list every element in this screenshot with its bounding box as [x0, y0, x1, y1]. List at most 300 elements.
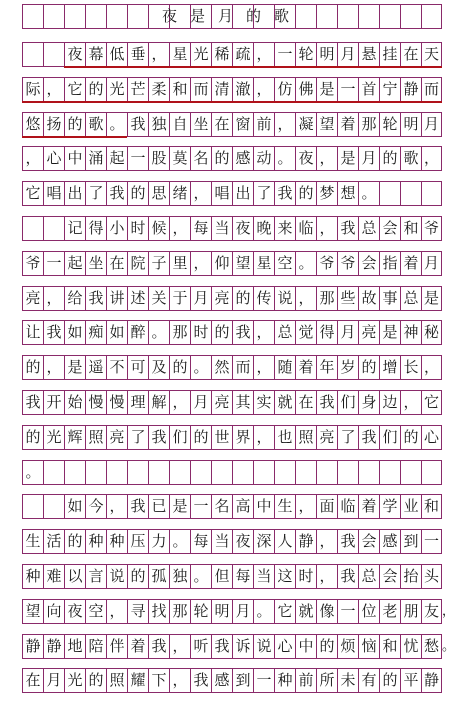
- grid-cell: 说: [106, 565, 127, 588]
- grid-cell: 秘: [421, 321, 442, 344]
- grid-cell: 遥: [85, 356, 106, 379]
- grid-cell: ，: [295, 495, 316, 518]
- grid-cell: 而: [190, 78, 211, 101]
- grid-cell: 诉: [232, 635, 253, 658]
- grid-cell: 月: [421, 252, 442, 275]
- grid-cell: 关: [148, 287, 169, 310]
- grid-cell: [358, 461, 379, 484]
- grid-cell: 梦: [316, 182, 337, 205]
- grid-cell: [400, 182, 421, 205]
- grid-cell: 和: [169, 78, 190, 101]
- grid-cell: 这: [274, 565, 295, 588]
- grid-cell: 痴: [85, 321, 106, 344]
- grid-cell: ，: [43, 356, 64, 379]
- grid-cell: [127, 5, 148, 28]
- highlight-underline: [22, 101, 442, 103]
- grid-cell: 高: [232, 495, 253, 518]
- grid-cell: 轮: [190, 600, 211, 623]
- grid-cell: 月: [190, 287, 211, 310]
- grid-cell: 着: [337, 113, 358, 136]
- grid-cell: 我: [337, 217, 358, 240]
- grid-cell: 那: [169, 321, 190, 344]
- essay-line: [22, 599, 456, 624]
- grid-cell: 一: [274, 43, 295, 66]
- grid-cell: 在: [211, 113, 232, 136]
- grid-cell: 如: [106, 321, 127, 344]
- grid-cell: [43, 495, 64, 518]
- grid-cell: 空: [85, 600, 106, 623]
- grid-cell: 我: [316, 391, 337, 414]
- grid-cell: 伴: [106, 635, 127, 658]
- grid-cell: 未: [337, 669, 358, 692]
- grid-cell: 星: [253, 252, 274, 275]
- grid-cell: 一: [337, 600, 358, 623]
- grid-cell: 着: [400, 252, 421, 275]
- grid-cell: 在: [295, 391, 316, 414]
- grid-cell: 照: [106, 669, 127, 692]
- grid-cell: 晚: [253, 217, 274, 240]
- grid-cell: 那: [358, 113, 379, 136]
- grid-cell: 的: [64, 113, 85, 136]
- grid-cell: 前: [295, 669, 316, 692]
- grid-cell: 的: [22, 356, 43, 379]
- grid-cell: 的: [232, 287, 253, 310]
- grid-cell: 总: [358, 217, 379, 240]
- title-row: [22, 4, 442, 29]
- grid-cell: [43, 5, 64, 28]
- grid-cell: 的: [64, 530, 85, 553]
- grid-cell: ，: [169, 391, 190, 414]
- grid-cell: 种: [22, 565, 43, 588]
- grid-cell: [337, 461, 358, 484]
- grid-cell: 光: [43, 426, 64, 449]
- grid-cell: 愁: [421, 635, 442, 658]
- grid-cell: 觉: [295, 321, 316, 344]
- grid-cell: 了: [85, 182, 106, 205]
- grid-cell: 得: [316, 321, 337, 344]
- grid-cell: 的: [379, 669, 400, 692]
- grid-cell: 辉: [64, 426, 85, 449]
- grid-cell: [211, 461, 232, 484]
- grid-cell: ，: [22, 147, 43, 170]
- grid-cell: 我: [127, 495, 148, 518]
- grid-cell: 静: [22, 635, 43, 658]
- essay-title: 夜是月的歌: [161, 7, 302, 25]
- grid-cell: 仰: [211, 252, 232, 275]
- grid-cell: [421, 5, 442, 28]
- grid-cell: 了: [127, 426, 148, 449]
- grid-cell: 位: [358, 600, 379, 623]
- grid-cell: ，: [43, 78, 64, 101]
- grid-cell: 亮: [316, 426, 337, 449]
- grid-cell: [22, 5, 43, 28]
- grid-cell: 讲: [106, 287, 127, 310]
- grid-cell: 是: [169, 495, 190, 518]
- grid-cell: [22, 495, 43, 518]
- grid-cell: 稀: [211, 43, 232, 66]
- grid-cell: 指: [379, 252, 400, 275]
- grid-cell: 光: [190, 43, 211, 66]
- grid-cell: 佛: [295, 78, 316, 101]
- grid-cell: 的: [358, 356, 379, 379]
- grid-cell: 总: [358, 565, 379, 588]
- grid-cell: 给: [64, 287, 85, 310]
- grid-cell: ，: [253, 43, 274, 66]
- grid-cell: 悠: [22, 113, 43, 136]
- grid-cell: 一: [190, 495, 211, 518]
- essay-line: [22, 529, 442, 554]
- grid-cell: 一: [253, 669, 274, 692]
- grid-cell: 其: [232, 391, 253, 414]
- grid-cell: 着: [127, 635, 148, 658]
- essay-line: [22, 494, 442, 519]
- grid-cell: 人: [274, 530, 295, 553]
- grid-cell: 澈: [232, 78, 253, 101]
- essay-line: [22, 425, 442, 450]
- grid-cell: 想: [337, 182, 358, 205]
- grid-cell: 垂: [127, 43, 148, 66]
- grid-cell: 感: [379, 530, 400, 553]
- grid-cell: 的: [190, 426, 211, 449]
- grid-cell: ，: [190, 182, 211, 205]
- grid-cell: 慢: [106, 391, 127, 414]
- grid-cell: 耀: [127, 669, 148, 692]
- grid-cell: 轮: [295, 43, 316, 66]
- grid-cell: 。: [22, 461, 43, 484]
- grid-cell: 一: [43, 252, 64, 275]
- grid-cell: 然: [211, 356, 232, 379]
- grid-cell: 在: [106, 252, 127, 275]
- grid-cell: 于: [169, 287, 190, 310]
- grid-cell: 明: [211, 600, 232, 623]
- grid-cell: 。: [295, 252, 316, 275]
- essay-line: [22, 112, 442, 137]
- grid-cell: 临: [337, 495, 358, 518]
- grid-cell: 股: [148, 147, 169, 170]
- grid-cell: [253, 461, 274, 484]
- grid-cell: [190, 461, 211, 484]
- grid-cell: 的: [400, 426, 421, 449]
- grid-cell: ，: [316, 147, 337, 170]
- grid-cell: 传: [253, 287, 274, 310]
- grid-cell: 寻: [127, 600, 148, 623]
- grid-cell: 的: [379, 147, 400, 170]
- grid-cell: ，: [400, 391, 421, 414]
- grid-cell: 我: [232, 321, 253, 344]
- grid-cell: [22, 43, 43, 66]
- grid-cell: 挂: [379, 43, 400, 66]
- grid-cell: [106, 5, 127, 28]
- grid-cell: 不: [106, 356, 127, 379]
- grid-cell: 我: [148, 426, 169, 449]
- grid-cell: 出: [232, 182, 253, 205]
- grid-cell: 疏: [232, 43, 253, 66]
- grid-cell: ，: [253, 321, 274, 344]
- grid-cell: 故: [358, 287, 379, 310]
- grid-cell: 我: [274, 182, 295, 205]
- grid-cell: 会: [379, 217, 400, 240]
- grid-cell: 下: [148, 669, 169, 692]
- essay-line: [22, 181, 442, 206]
- grid-cell: 明: [400, 113, 421, 136]
- grid-cell: 会: [358, 252, 379, 275]
- grid-cell: 前: [253, 113, 274, 136]
- grid-cell: 的: [295, 182, 316, 205]
- grid-cell: 唱: [43, 182, 64, 205]
- grid-cell: 业: [400, 495, 421, 518]
- grid-cell: 名: [190, 147, 211, 170]
- grid-cell: 坐: [190, 113, 211, 136]
- grid-cell: 思: [148, 182, 169, 205]
- grid-cell: ，: [274, 113, 295, 136]
- grid-cell: 芒: [127, 78, 148, 101]
- grid-cell: 种: [85, 530, 106, 553]
- grid-cell: ，: [169, 217, 190, 240]
- grid-cell: 小: [106, 217, 127, 240]
- essay-line: [22, 42, 442, 67]
- grid-cell: [43, 43, 64, 66]
- grid-cell: 老: [379, 600, 400, 623]
- grid-cell: 恼: [358, 635, 379, 658]
- grid-cell: 岁: [337, 356, 358, 379]
- grid-cell: 和: [421, 495, 442, 518]
- grid-cell: 时: [127, 217, 148, 240]
- grid-cell: 一: [421, 530, 442, 553]
- grid-cell: [232, 461, 253, 484]
- grid-cell: 涌: [85, 147, 106, 170]
- grid-cell: 们: [379, 426, 400, 449]
- grid-cell: ，: [169, 669, 190, 692]
- grid-cell: 边: [379, 391, 400, 414]
- grid-cell: 一: [337, 78, 358, 101]
- grid-cell: 时: [295, 565, 316, 588]
- grid-cell: ，: [421, 147, 442, 170]
- grid-cell: 以: [64, 565, 85, 588]
- grid-cell: 月: [337, 321, 358, 344]
- grid-cell: 夜: [232, 530, 253, 553]
- grid-cell: 夜: [232, 217, 253, 240]
- grid-cell: 月: [421, 113, 442, 136]
- grid-cell: 月: [43, 669, 64, 692]
- grid-cell: 明: [316, 43, 337, 66]
- grid-cell: 静: [43, 635, 64, 658]
- grid-cell: [295, 461, 316, 484]
- grid-cell: 悬: [358, 43, 379, 66]
- grid-cell: 所: [316, 669, 337, 692]
- grid-cell: 在: [22, 669, 43, 692]
- grid-cell: 的: [316, 635, 337, 658]
- grid-cell: 绪: [169, 182, 190, 205]
- grid-cell: 夜: [295, 147, 316, 170]
- grid-cell: [400, 5, 421, 28]
- grid-cell: 地: [64, 635, 85, 658]
- grid-cell: 增: [379, 356, 400, 379]
- grid-cell: 夜: [64, 43, 85, 66]
- essay-line: [22, 564, 442, 589]
- grid-cell: 感: [211, 669, 232, 692]
- grid-cell: 歌: [85, 113, 106, 136]
- grid-cell: 光: [64, 669, 85, 692]
- grid-cell: [316, 461, 337, 484]
- grid-cell: [379, 182, 400, 205]
- grid-cell: [64, 461, 85, 484]
- grid-cell: 的: [127, 182, 148, 205]
- grid-cell: 月: [337, 43, 358, 66]
- grid-cell: 当: [211, 217, 232, 240]
- grid-cell: 那: [316, 287, 337, 310]
- grid-cell: 今: [85, 495, 106, 518]
- grid-cell: 深: [253, 530, 274, 553]
- grid-cell: 可: [127, 356, 148, 379]
- grid-cell: [43, 461, 64, 484]
- grid-cell: 首: [358, 78, 379, 101]
- grid-cell: 。: [253, 600, 274, 623]
- grid-cell: 的: [169, 356, 190, 379]
- grid-cell: 子: [148, 252, 169, 275]
- grid-cell: 实: [253, 391, 274, 414]
- grid-cell: 我: [106, 182, 127, 205]
- grid-cell: 亮: [106, 426, 127, 449]
- grid-cell: 也: [274, 426, 295, 449]
- grid-cell: 候: [148, 217, 169, 240]
- grid-cell: 一: [127, 147, 148, 170]
- grid-cell: 到: [232, 669, 253, 692]
- grid-cell: ，: [106, 600, 127, 623]
- grid-cell: ，: [148, 43, 169, 66]
- grid-cell: 我: [148, 635, 169, 658]
- grid-cell: 时: [190, 321, 211, 344]
- grid-cell: 每: [190, 217, 211, 240]
- grid-cell: 起: [64, 252, 85, 275]
- grid-cell: 我: [127, 113, 148, 136]
- grid-cell: 亮: [22, 287, 43, 310]
- grid-cell: 孤: [148, 565, 169, 588]
- grid-cell: 神: [400, 321, 421, 344]
- grid-cell: 出: [64, 182, 85, 205]
- grid-cell: 的: [22, 426, 43, 449]
- grid-cell: 陪: [85, 635, 106, 658]
- grid-cell: 静: [295, 530, 316, 553]
- grid-cell: 找: [148, 600, 169, 623]
- grid-cell: 它: [64, 78, 85, 101]
- highlight-underline: [64, 66, 442, 68]
- grid-cell: 着: [358, 495, 379, 518]
- grid-cell: [316, 5, 337, 28]
- grid-cell: 就: [295, 600, 316, 623]
- grid-cell: 柔: [148, 78, 169, 101]
- grid-cell: 望: [232, 252, 253, 275]
- grid-cell: 总: [400, 287, 421, 310]
- grid-cell: 的: [127, 565, 148, 588]
- grid-cell: 。: [106, 113, 127, 136]
- essay-line: [22, 460, 442, 485]
- grid-cell: 事: [379, 287, 400, 310]
- grid-cell: 空: [274, 252, 295, 275]
- grid-cell: 月: [358, 147, 379, 170]
- grid-cell: 种: [106, 530, 127, 553]
- grid-cell: 心: [274, 635, 295, 658]
- essay-line: [22, 634, 456, 659]
- grid-cell: 们: [169, 426, 190, 449]
- essay-line: [22, 251, 442, 276]
- grid-cell: 让: [22, 321, 43, 344]
- grid-cell: 宁: [379, 78, 400, 101]
- grid-cell: [400, 461, 421, 484]
- grid-cell: 到: [400, 530, 421, 553]
- grid-cell: 照: [85, 426, 106, 449]
- grid-cell: 随: [274, 356, 295, 379]
- grid-cell: 那: [169, 600, 190, 623]
- grid-cell: 窗: [232, 113, 253, 136]
- grid-cell: 来: [274, 217, 295, 240]
- grid-cell: 心: [421, 426, 442, 449]
- grid-cell: 但: [211, 565, 232, 588]
- grid-cell: 爷: [22, 252, 43, 275]
- grid-cell: 生: [274, 495, 295, 518]
- grid-cell: 的: [85, 669, 106, 692]
- grid-cell: 名: [211, 495, 232, 518]
- grid-cell: 述: [127, 287, 148, 310]
- grid-cell: 友: [421, 600, 442, 623]
- grid-cell: 像: [316, 600, 337, 623]
- grid-cell: 言: [85, 565, 106, 588]
- grid-cell: 的: [211, 321, 232, 344]
- grid-cell: 开: [43, 391, 64, 414]
- grid-cell: ，: [316, 530, 337, 553]
- grid-cell: 仿: [274, 78, 295, 101]
- highlight-underline: [22, 136, 127, 138]
- grid-cell: 凝: [295, 113, 316, 136]
- grid-cell: [148, 461, 169, 484]
- grid-cell: 我: [190, 669, 211, 692]
- essay-line: [22, 668, 442, 693]
- grid-cell: 在: [400, 43, 421, 66]
- grid-cell: 忧: [400, 635, 421, 658]
- grid-cell: 和: [379, 635, 400, 658]
- essay-line: [22, 390, 442, 415]
- grid-cell: 听: [190, 635, 211, 658]
- grid-cell: [85, 461, 106, 484]
- grid-cell: ，: [169, 635, 190, 658]
- grid-cell: 种: [274, 669, 295, 692]
- grid-cell: 是: [379, 321, 400, 344]
- grid-cell: 身: [358, 391, 379, 414]
- grid-cell: 静: [421, 669, 442, 692]
- grid-cell: 。: [274, 147, 295, 170]
- grid-cell: ，: [421, 356, 442, 379]
- grid-cell: 着: [295, 356, 316, 379]
- grid-cell: 它: [274, 600, 295, 623]
- grid-cell: 而: [232, 356, 253, 379]
- grid-cell: 们: [337, 391, 358, 414]
- grid-cell: 朋: [400, 600, 421, 623]
- grid-cell: 院: [127, 252, 148, 275]
- grid-cell: 照: [295, 426, 316, 449]
- grid-cell: 界: [232, 426, 253, 449]
- grid-cell: 。: [190, 565, 211, 588]
- essay-line: [22, 216, 442, 241]
- grid-cell: 莫: [169, 147, 190, 170]
- grid-cell: 记: [64, 217, 85, 240]
- grid-cell: 静: [400, 78, 421, 101]
- grid-cell: 。: [169, 530, 190, 553]
- grid-cell: 每: [190, 530, 211, 553]
- essay-line: [22, 286, 442, 311]
- grid-cell: 我: [85, 287, 106, 310]
- grid-cell: [43, 217, 64, 240]
- grid-cell: 些: [337, 287, 358, 310]
- grid-cell: 自: [169, 113, 190, 136]
